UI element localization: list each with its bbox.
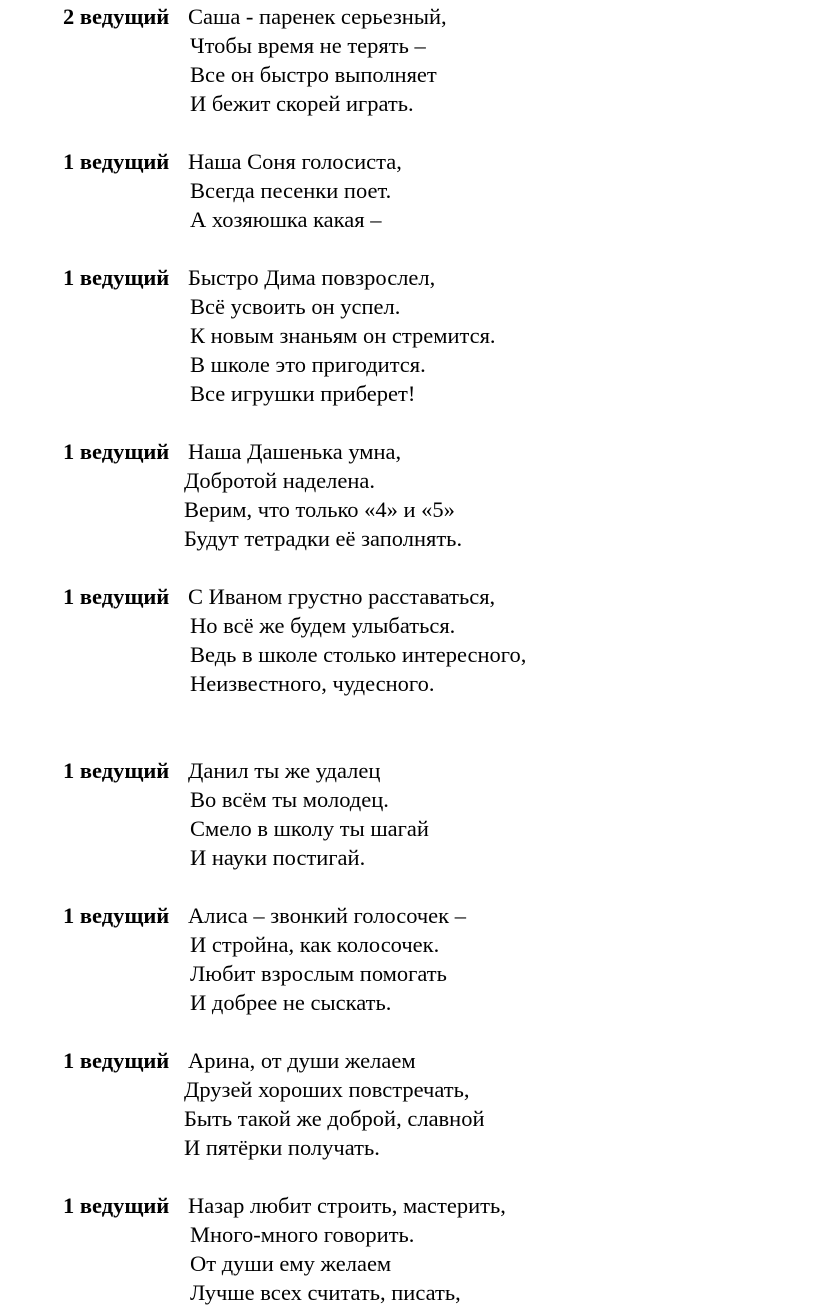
verse-line: Ведь в школе столько интересного, (190, 642, 527, 667)
verse-line: Но всё же будем улыбаться. (190, 613, 456, 638)
verse-line: И науки постигай. (190, 845, 366, 870)
verse-line: А хозяюшка какая – (190, 207, 382, 232)
verse-line: Все игрушки приберет! (190, 381, 416, 406)
speaker-label: 1 ведущий (63, 584, 170, 609)
speaker-label: 1 ведущий (63, 1193, 170, 1218)
speaker-label: 2 ведущий (63, 4, 170, 29)
verse-line: Будут тетрадки её заполнять. (184, 526, 463, 551)
verse-line: И стройна, как колосочек. (190, 932, 440, 957)
verse-line: И бежит скорей играть. (190, 91, 414, 116)
verse-line: Все он быстро выполняет (190, 62, 437, 87)
verse-line: Наша Дашенька умна, (188, 439, 402, 464)
verse-line: Во всём ты молодец. (190, 787, 389, 812)
verse-line: Саша - паренек серьезный, (188, 4, 447, 29)
verse-line: Чтобы время не терять – (190, 33, 426, 58)
speaker-label: 1 ведущий (63, 758, 170, 783)
verse-line: Друзей хороших повстречать, (184, 1077, 470, 1102)
verse-line: Неизвестного, чудесного. (190, 671, 435, 696)
verse-line: Смело в школу ты шагай (190, 816, 429, 841)
verse-line: Назар любит строить, мастерить, (188, 1193, 506, 1218)
verse-line: Всегда песенки поет. (190, 178, 392, 203)
verse-line: В школе это пригодится. (190, 352, 426, 377)
speaker-label: 1 ведущий (63, 149, 170, 174)
verse-line: Много-много говорить. (190, 1222, 415, 1247)
speaker-label: 1 ведущий (63, 1048, 170, 1073)
verse-line: Арина, от души желаем (188, 1048, 416, 1073)
verse-line: Быстро Дима повзрослел, (188, 265, 436, 290)
verse-line: Любит взрослым помогать (190, 961, 447, 986)
speaker-label: 1 ведущий (63, 265, 170, 290)
verse-line: Верим, что только «4» и «5» (184, 497, 455, 522)
verse-line: И добрее не сыскать. (190, 990, 392, 1015)
verse-line: К новым знаньям он стремится. (190, 323, 496, 348)
verse-line: От души ему желаем (190, 1251, 392, 1276)
verse-line: Лучше всех считать, писать, (190, 1280, 461, 1305)
verse-line: Добротой наделена. (184, 468, 376, 493)
speaker-label: 1 ведущий (63, 903, 170, 928)
verse-line: Быть такой же доброй, славной (184, 1106, 485, 1131)
verse-line: Всё усвоить он успел. (190, 294, 401, 319)
speaker-label: 1 ведущий (63, 439, 170, 464)
verse-line: Алиса – звонкий голосочек – (188, 903, 466, 928)
verse-line: С Иваном грустно расставаться, (188, 584, 496, 609)
verse-line: Наша Соня голосиста, (188, 149, 402, 174)
verse-line: Данил ты же удалец (188, 758, 381, 783)
verse-line: И пятёрки получать. (184, 1135, 380, 1160)
